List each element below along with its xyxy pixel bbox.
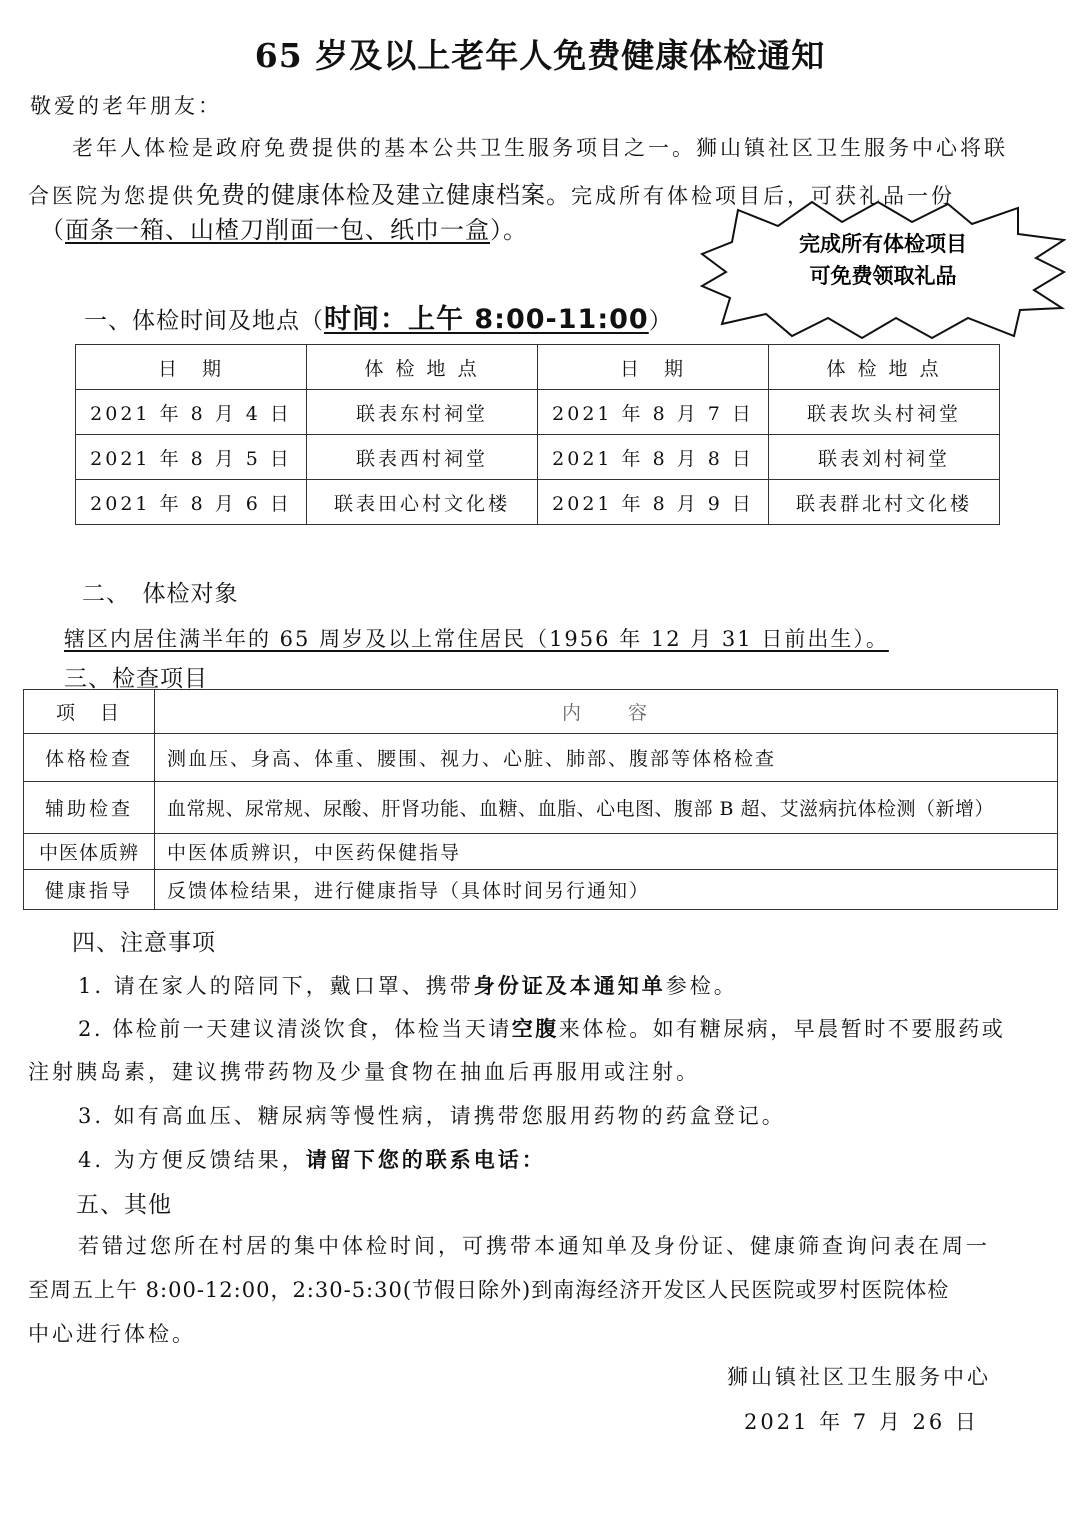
schedule-header-date-2: 日 期 — [537, 345, 768, 390]
note-2-pre: 2. 体检前一天建议清淡饮食，体检当天请 — [78, 1017, 512, 1041]
section-1-close: ） — [648, 308, 673, 334]
schedule-header-date-1: 日 期 — [76, 345, 307, 390]
schedule-cell: 联表刘村祠堂 — [769, 435, 1000, 480]
callout-line-1: 完成所有体检项目 — [799, 232, 967, 256]
schedule-cell: 联表东村祠堂 — [307, 390, 538, 435]
table-row — [76, 480, 1000, 525]
note-2-post: 来体检。如有糖尿病，早晨暂时不要服药或 — [558, 1017, 1006, 1041]
item-content: 反馈体检结果，进行健康指导（具体时间另行通知） — [155, 870, 1058, 910]
intro-highlight: 免费的健康体检及建立健康档案。 — [196, 181, 571, 209]
schedule-cell: 2021 年 8 月 7 日 — [537, 390, 768, 435]
item-name: 中医体质辨 — [24, 834, 155, 870]
other-line-1: 若错过您所在村居的集中体检时间，可携带本通知单及身份证、健康筛查询问表在周一 — [78, 1234, 990, 1258]
table-row — [24, 734, 1058, 782]
item-name: 辅助检查 — [24, 782, 155, 834]
schedule-header-place-2: 体 检 地 点 — [769, 345, 1000, 390]
greeting: 敬爱的老年朋友： — [30, 94, 222, 118]
note-2-bold: 空腹 — [511, 1017, 559, 1041]
intro-line-1: 老年人体检是政府免费提供的基本公共卫生服务项目之一。狮山镇社区卫生服务中心将联 — [72, 136, 1008, 160]
schedule-table — [75, 344, 1000, 525]
note-2-line-2: 注射胰岛素，建议携带药物及少量食物在抽血后再服用或注射。 — [28, 1060, 700, 1084]
items-header-row — [24, 690, 1058, 734]
note-2 — [78, 1013, 1005, 1043]
gift-close-paren: ）。 — [490, 216, 528, 244]
note-1-pre: 1. 请在家人的陪同下，戴口罩、携带 — [78, 974, 474, 998]
note-4-bold: 请留下您的联系电话： — [305, 1148, 546, 1172]
section-1-heading — [84, 297, 673, 336]
schedule-header-place-1: 体 检 地 点 — [307, 345, 538, 390]
schedule-cell: 2021 年 8 月 6 日 — [76, 480, 307, 525]
section-4-heading: 四、注意事项 — [72, 930, 216, 956]
note-3: 3. 如有高血压、糖尿病等慢性病，请携带您服用药物的药盒登记。 — [78, 1104, 786, 1128]
schedule-cell: 联表西村祠堂 — [307, 435, 538, 480]
section-1-label: 一、体检时间及地点（ — [84, 308, 324, 334]
table-row — [24, 870, 1058, 910]
schedule-cell: 2021 年 8 月 5 日 — [76, 435, 307, 480]
item-content: 测血压、身高、体重、腰围、视力、心脏、肺部、腹部等体格检查 — [155, 734, 1058, 782]
intro-line-2-post: 完成所有体检项目后，可获礼品一份 — [571, 184, 955, 208]
target-residents-text: 辖区内居住满半年的 65 周岁及以上常住居民（1956 年 12 月 31 日前出生）。 — [64, 627, 889, 651]
other-line-2: 至周五上午 8:00-12:00，2:30-5:30(节假日除外)到南海经济开发区人民医院或罗村医院体检 — [28, 1278, 950, 1302]
note-4-pre: 4. 为方便反馈结果， — [78, 1148, 306, 1172]
gift-list: 面条一箱、山楂刀削面一包、纸巾一盒 — [65, 216, 490, 244]
table-row — [76, 435, 1000, 480]
items-header-item: 项 目 — [24, 690, 155, 734]
schedule-cell: 2021 年 8 月 9 日 — [537, 480, 768, 525]
schedule-cell: 联表坎头村祠堂 — [769, 390, 1000, 435]
note-4 — [78, 1144, 546, 1174]
note-1 — [78, 970, 738, 1000]
items-header-content: 内 容 — [155, 690, 1058, 734]
other-line-3: 中心进行体检。 — [28, 1322, 196, 1346]
item-name: 健康指导 — [24, 870, 155, 910]
section-5-heading: 五、其他 — [76, 1192, 172, 1218]
schedule-cell: 2021 年 8 月 8 日 — [537, 435, 768, 480]
table-row — [24, 834, 1058, 870]
item-name: 体格检查 — [24, 734, 155, 782]
schedule-cell: 联表群北村文化楼 — [769, 480, 1000, 525]
note-1-bold: 身份证及本通知单 — [473, 974, 666, 998]
table-row — [76, 390, 1000, 435]
schedule-cell: 联表田心村文化楼 — [307, 480, 538, 525]
item-content: 血常规、尿常规、尿酸、肝肾功能、血糖、血脂、心电图、腹部 B 超、艾滋病抗体检测（新增） — [155, 782, 1058, 834]
note-1-post: 参检。 — [665, 974, 738, 998]
callout-burst — [700, 200, 1066, 340]
page-title: 65 岁及以上老年人免费健康体检通知 — [254, 36, 826, 75]
signature-date: 2021 年 7 月 26 日 — [744, 1410, 979, 1434]
signature-org: 狮山镇社区卫生服务中心 — [727, 1365, 991, 1389]
items-table — [23, 689, 1058, 910]
schedule-cell: 2021 年 8 月 4 日 — [76, 390, 307, 435]
item-content: 中医体质辨识，中医药保健指导 — [155, 834, 1058, 870]
intro-line-2-pre: 合医院为您提供 — [28, 184, 196, 208]
table-row — [24, 782, 1058, 834]
callout-line-2: 可免费领取礼品 — [809, 264, 957, 288]
schedule-header-row — [76, 345, 1000, 390]
intro-line-3 — [40, 210, 528, 245]
section-2-heading: 二、 体检对象 — [82, 581, 239, 607]
section-3-heading: 三、检查项目 — [64, 666, 208, 692]
gift-open-paren: （ — [40, 216, 65, 244]
exam-time: 时间：上午 8:00-11:00 — [324, 304, 649, 335]
